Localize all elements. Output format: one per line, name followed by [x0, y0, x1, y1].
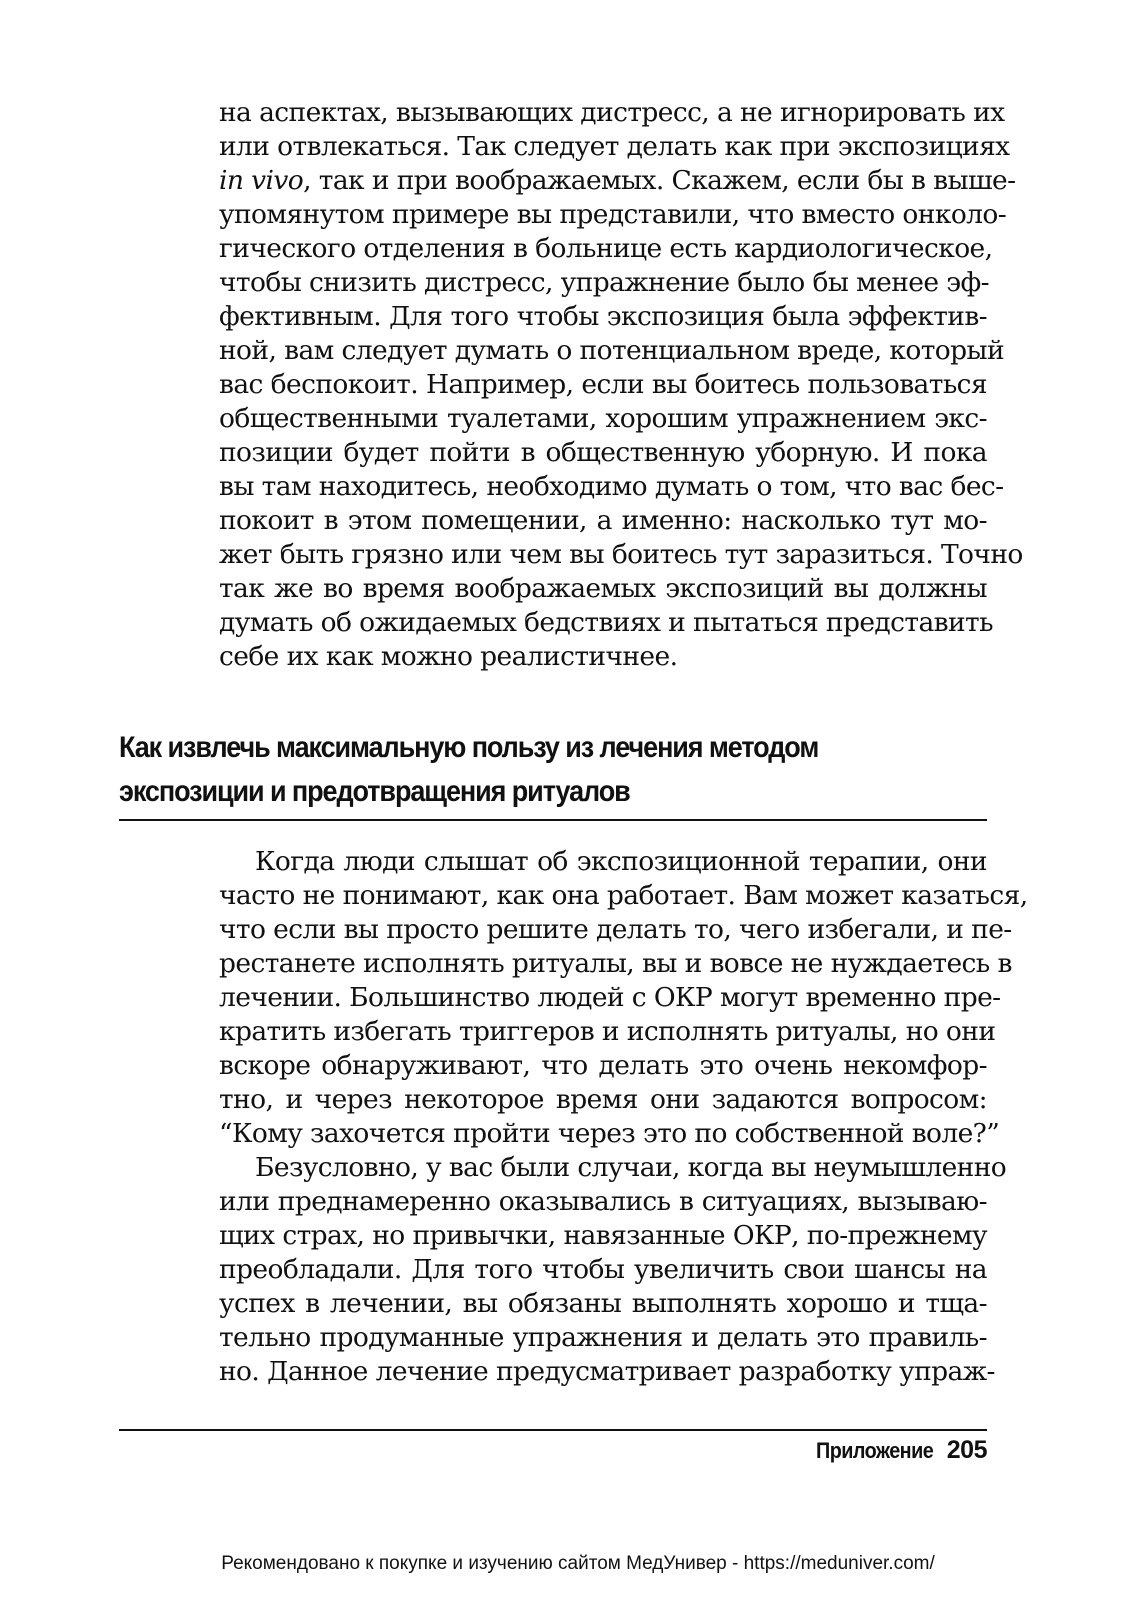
text-line: фективным. Для того чтобы экспозиция была эффектив- — [219, 301, 987, 332]
italic-term: in vivo — [219, 165, 304, 196]
text-line: Когда люди слышат об экспозиционной терапии, они — [255, 846, 987, 877]
watermark: Рекомендовано к покупке и изучению сайтом МедУнивер - https://meduniver.com/ — [221, 1553, 935, 1574]
text-line: или отвлекаться. Так следует делать как при экспозициях — [219, 131, 1010, 162]
text-line: чтобы снизить дистресс, упражнение было бы менее эф- — [219, 267, 990, 298]
text-line: Безусловно, у вас были случаи, когда вы неумышленно — [255, 1152, 1007, 1183]
section-heading-line: Как извлечь максимальную пользу из лечения методом — [119, 731, 819, 764]
text-line: но. Данное лечение предусматривает разработку упраж- — [219, 1356, 995, 1387]
paragraph-continued — [219, 96, 1023, 674]
text-line: ной, вам следует думать о потенциальном вреде, который — [219, 335, 1005, 366]
page-number: 205 — [946, 1436, 987, 1464]
text-line: “Кому захочется пройти через это по собственной воле?” — [219, 1118, 1000, 1149]
text-line: преобладали. Для того чтобы увеличить свои шансы на — [219, 1254, 987, 1285]
paragraph — [219, 845, 1028, 1151]
text-line: тельно продуманные упражнения и делать это правиль- — [219, 1322, 987, 1353]
text-line: или преднамеренно оказывались в ситуациях, вызываю- — [219, 1186, 987, 1217]
footer-section-title: Приложение — [815, 1438, 933, 1463]
text-line: лечении. Большинство людей с ОКР могут временно пре- — [219, 982, 1001, 1013]
paragraph — [219, 1151, 1007, 1389]
section-heading — [119, 726, 911, 814]
text-line: вскоре обнаруживают, что делать это очень некомфор- — [219, 1050, 987, 1081]
text-line: рестанете исполнять ритуалы, вы и вовсе не нуждаетесь в — [219, 948, 1012, 979]
section-body — [219, 845, 1028, 1389]
section-heading-line: экспозиции и предотвращения ритуалов — [119, 775, 630, 808]
text-line: кратить избегать триггеров и исполнять ритуалы, но они — [219, 1016, 996, 1047]
text-line: покоит в этом помещении, а именно: насколько тут мо- — [219, 505, 987, 536]
text-line: себе их как можно реалистичнее. — [219, 641, 678, 672]
text-line: вы там находитесь, необходимо думать о том, что вас бес- — [219, 471, 1004, 502]
text-line: общественными туалетами, хорошим упражнением экс- — [219, 403, 987, 434]
text-line: вас беспокоит. Например, если вы боитесь пользоваться — [219, 369, 987, 400]
text-line-rest: , так и при воображаемых. Скажем, если бы в выше- — [303, 165, 1016, 196]
text-line: гического отделения в больнице есть кардиологическое, — [219, 233, 993, 264]
text-line: щих страх, но привычки, навязанные ОКР, по-прежнему — [219, 1220, 987, 1251]
text-line: что если вы просто решите делать то, чего избегали, и пе- — [219, 914, 1012, 945]
heading-rule — [119, 819, 987, 821]
text-line: позиции будет пойти в общественную уборную. И пока — [219, 437, 987, 468]
text-line: на аспектах, вызывающих дистресс, а не игнорировать их — [219, 97, 1005, 128]
text-line: думать об ожидаемых бедствиях и пытаться представить — [219, 607, 993, 638]
text-line: успех в лечении, вы обязаны выполнять хорошо и тща- — [219, 1288, 987, 1319]
text-line: упомянутом примере вы представили, что вместо онколо- — [219, 199, 1007, 230]
page-footer — [803, 1436, 987, 1465]
text-line: часто не понимают, как она работает. Вам может казаться, — [219, 880, 1028, 911]
text-line: жет быть грязно или чем вы боитесь тут заразиться. Точно — [219, 539, 1023, 570]
text-line — [219, 164, 1016, 198]
text-line: тно, и через некоторое время они задаются вопросом: — [219, 1084, 987, 1115]
text-line: так же во время воображаемых экспозиций вы должны — [219, 573, 987, 604]
footer-rule — [119, 1429, 987, 1431]
